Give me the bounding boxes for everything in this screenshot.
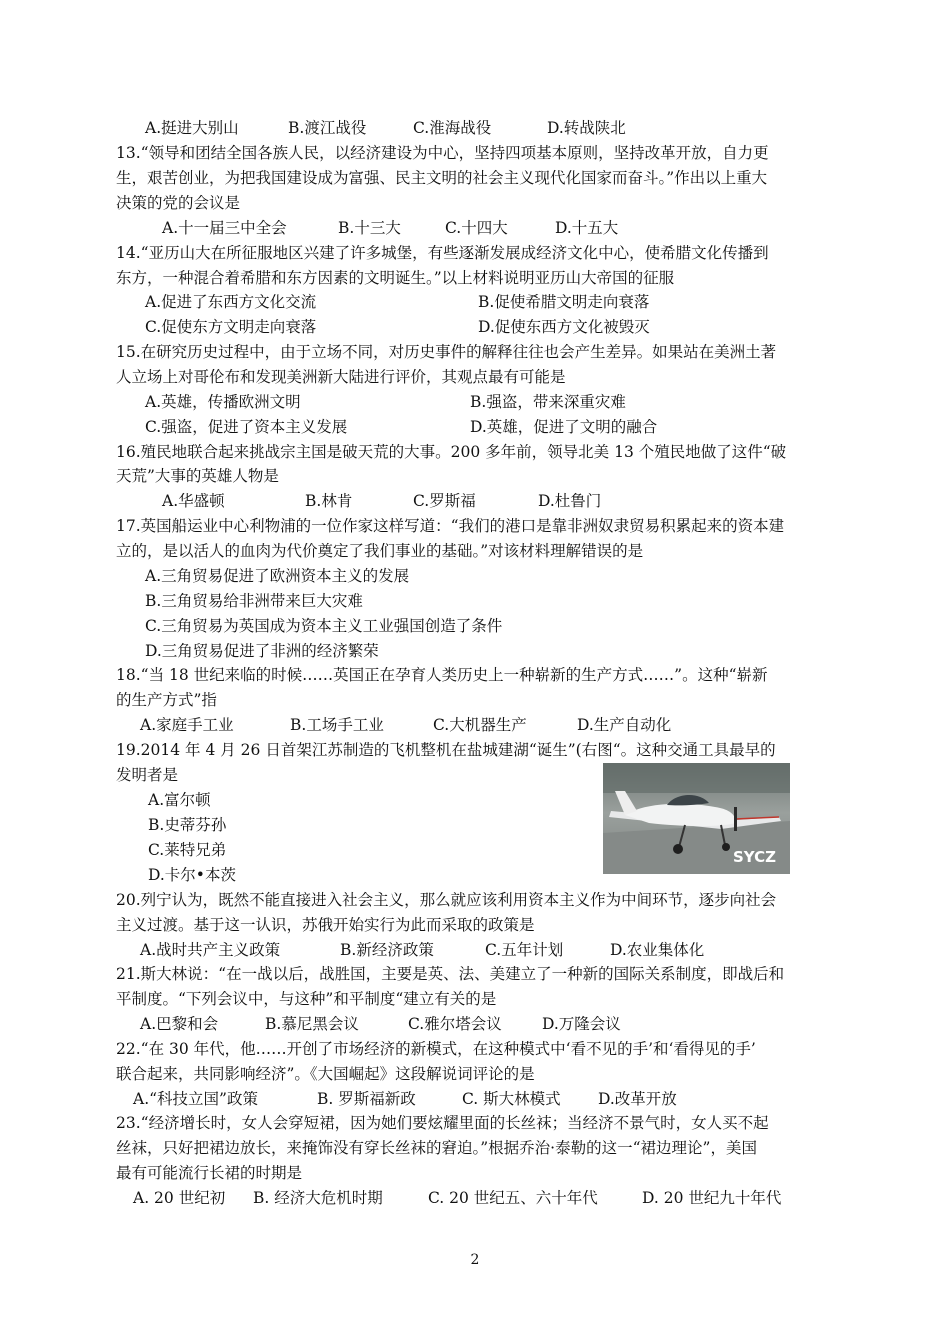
q17-line-2: 立的，是以活人的血肉为代价奠定了我们事业的基础。”对该材料理解错误的是 bbox=[116, 542, 644, 560]
q13-option-a: A.十一届三中全会 bbox=[162, 219, 287, 237]
q12-option-a: A.挺进大别山 bbox=[145, 119, 239, 137]
q17-line-1: 17.英国船运业中心利物浦的一位作家这样写道：“我们的港口是靠非洲奴隶贸易积累起来的资本建 bbox=[116, 517, 785, 535]
q23-option-b: B. 经济大危机时期 bbox=[253, 1189, 383, 1207]
q13-line-2: 生，艰苦创业，为把我国建设成为富强、民主文明的社会主义现代化国家而奋斗。”作出以上重大 bbox=[116, 169, 768, 187]
q21-option-c: C.雅尔塔会议 bbox=[408, 1015, 502, 1033]
q15-option-b: B.强盗，带来深重灾难 bbox=[470, 393, 626, 411]
q23-line-1: 23.“经济增长时，女人会穿短裙，因为她们要炫耀里面的长丝袜；当经济不景气时，女人买不起 bbox=[116, 1114, 769, 1132]
q12-option-b: B.渡江战役 bbox=[288, 119, 367, 137]
q21-line-1: 21.斯大林说：“在一战以后，战胜国，主要是英、法、美建立了一种新的国际关系制度，即战后和 bbox=[116, 965, 785, 983]
q18-option-a: A.家庭手工业 bbox=[140, 716, 234, 734]
q18-line-1: 18.“当 18 世纪来临的时候……英国正在孕育人类历史上一种崭新的生产方式……”。这种“崭新 bbox=[116, 666, 768, 684]
q20-option-d: D.农业集体化 bbox=[610, 941, 705, 959]
q21-option-b: B.慕尼黑会议 bbox=[265, 1015, 359, 1033]
q13-option-b: B.十三大 bbox=[338, 219, 401, 237]
q16-line-2: 天荒”大事的英雄人物是 bbox=[116, 467, 279, 485]
q14-option-b: B.促使希腊文明走向衰落 bbox=[478, 293, 650, 311]
q12-option-c: C.淮海战役 bbox=[413, 119, 492, 137]
q13-option-d: D.十五大 bbox=[555, 219, 619, 237]
q22-option-d: D.改革开放 bbox=[598, 1090, 677, 1108]
q19-option-d: D.卡尔•本茨 bbox=[148, 866, 236, 884]
q14-line-1: 14.“亚历山大在所征服地区兴建了许多城堡，有些逐渐发展成经济文化中心，使希腊文化传播到 bbox=[116, 244, 769, 262]
q21-line-2: 平制度。“下列会议中，与这种”和平制度“建立有关的是 bbox=[116, 990, 497, 1008]
q19-option-a: A.富尔顿 bbox=[148, 791, 211, 809]
q14-option-a: A.促进了东西方文化交流 bbox=[145, 293, 317, 311]
q16-option-c: C.罗斯福 bbox=[413, 492, 476, 510]
q19-option-b: B.史蒂芬孙 bbox=[148, 816, 227, 834]
q20-option-b: B.新经济政策 bbox=[340, 941, 434, 959]
q22-line-2: 联合起来，共同影响经济”。《大国崛起》这段解说词评论的是 bbox=[116, 1065, 535, 1083]
q15-option-a: A.英雄，传播欧洲文明 bbox=[145, 393, 301, 411]
q20-line-1: 20.列宁认为，既然不能直接进入社会主义，那么就应该利用资本主义作为中间环节，逐步向社会 bbox=[116, 891, 777, 909]
q15-line-1: 15.在研究历史过程中，由于立场不同，对历史事件的解释往往也会产生差异。如果站在美洲土著 bbox=[116, 343, 777, 361]
q15-option-c: C.强盗，促进了资本主义发展 bbox=[145, 418, 348, 436]
q18-option-c: C.大机器生产 bbox=[433, 716, 527, 734]
q21-option-d: D.万隆会议 bbox=[542, 1015, 621, 1033]
q20-option-a: A.战时共产主义政策 bbox=[140, 941, 281, 959]
q23-option-a: A. 20 世纪初 bbox=[133, 1189, 226, 1207]
q16-option-a: A.华盛顿 bbox=[162, 492, 225, 510]
q22-option-c: C. 斯大林模式 bbox=[462, 1090, 561, 1108]
airplane-photo bbox=[603, 763, 790, 874]
q20-line-2: 主义过渡。基于这一认识，苏俄开始实行为此而采取的政策是 bbox=[116, 916, 535, 934]
q13-line-1: 13.“领导和团结全国各族人民，以经济建设为中心，坚持四项基本原则，坚持改革开放，自力更 bbox=[116, 144, 769, 162]
q19-line-1: 19.2014 年 4 月 26 日首架江苏制造的飞机整机在盐城建湖“诞生”(右图“。这种交通工具最早的 bbox=[116, 741, 776, 759]
q13-option-c: C.十四大 bbox=[445, 219, 508, 237]
q17-option-a: A.三角贸易促进了欧洲资本主义的发展 bbox=[145, 567, 410, 585]
q18-option-d: D.生产自动化 bbox=[577, 716, 672, 734]
q14-option-c: C.促使东方文明走向衰落 bbox=[145, 318, 317, 336]
q22-option-a: A.“科技立国”政策 bbox=[133, 1090, 258, 1108]
q18-line-2: 的生产方式”指 bbox=[116, 691, 217, 709]
q19-line-2: 发明者是 bbox=[116, 766, 179, 784]
page-number: 2 bbox=[470, 1252, 480, 1268]
q17-option-d: D.三角贸易促进了非洲的经济繁荣 bbox=[145, 642, 379, 660]
q12-option-d: D.转战陕北 bbox=[547, 119, 626, 137]
q18-option-b: B.工场手工业 bbox=[290, 716, 384, 734]
q15-line-2: 人立场上对哥伦布和发现美洲新大陆进行评价，其观点最有可能是 bbox=[116, 368, 566, 386]
photo-watermark: SYCZ bbox=[733, 848, 777, 866]
q14-line-2: 东方，一种混合着希腊和东方因素的文明诞生。”以上材料说明亚历山大帝国的征服 bbox=[116, 269, 675, 287]
q23-line-3: 最有可能流行长裙的时期是 bbox=[116, 1164, 303, 1182]
q23-option-c: C. 20 世纪五、六十年代 bbox=[428, 1189, 598, 1207]
q22-line-1: 22.“在 30 年代，他……开创了市场经济的新模式，在这种模式中‘看不见的手’和‘看得见的手’ bbox=[116, 1040, 756, 1058]
q16-line-1: 16.殖民地联合起来挑战宗主国是破天荒的大事。200 多年前，领导北美 13 个殖民地做了这件“破 bbox=[116, 443, 787, 461]
q16-option-b: B.林肯 bbox=[305, 492, 353, 510]
q21-option-a: A.巴黎和会 bbox=[140, 1015, 219, 1033]
airplane-illustration bbox=[603, 763, 790, 874]
q20-option-c: C.五年计划 bbox=[485, 941, 564, 959]
q22-option-b: B. 罗斯福新政 bbox=[317, 1090, 416, 1108]
q16-option-d: D.杜鲁门 bbox=[538, 492, 602, 510]
q19-option-c: C.莱特兄弟 bbox=[148, 841, 227, 859]
q23-line-2: 丝袜，只好把裙边放长，来掩饰没有穿长丝袜的窘迫。”根据乔治·泰勒的这一“裙边理论”，美国 bbox=[116, 1139, 757, 1157]
q23-option-d: D. 20 世纪九十年代 bbox=[642, 1189, 782, 1207]
q17-option-b: B.三角贸易给非洲带来巨大灾难 bbox=[145, 592, 363, 610]
q15-option-d: D.英雄，促进了文明的融合 bbox=[470, 418, 658, 436]
q14-option-d: D.促使东西方文化被毁灭 bbox=[478, 318, 650, 336]
q17-option-c: C.三角贸易为英国成为资本主义工业强国创造了条件 bbox=[145, 617, 503, 635]
q13-line-3: 决策的党的会议是 bbox=[116, 194, 241, 212]
